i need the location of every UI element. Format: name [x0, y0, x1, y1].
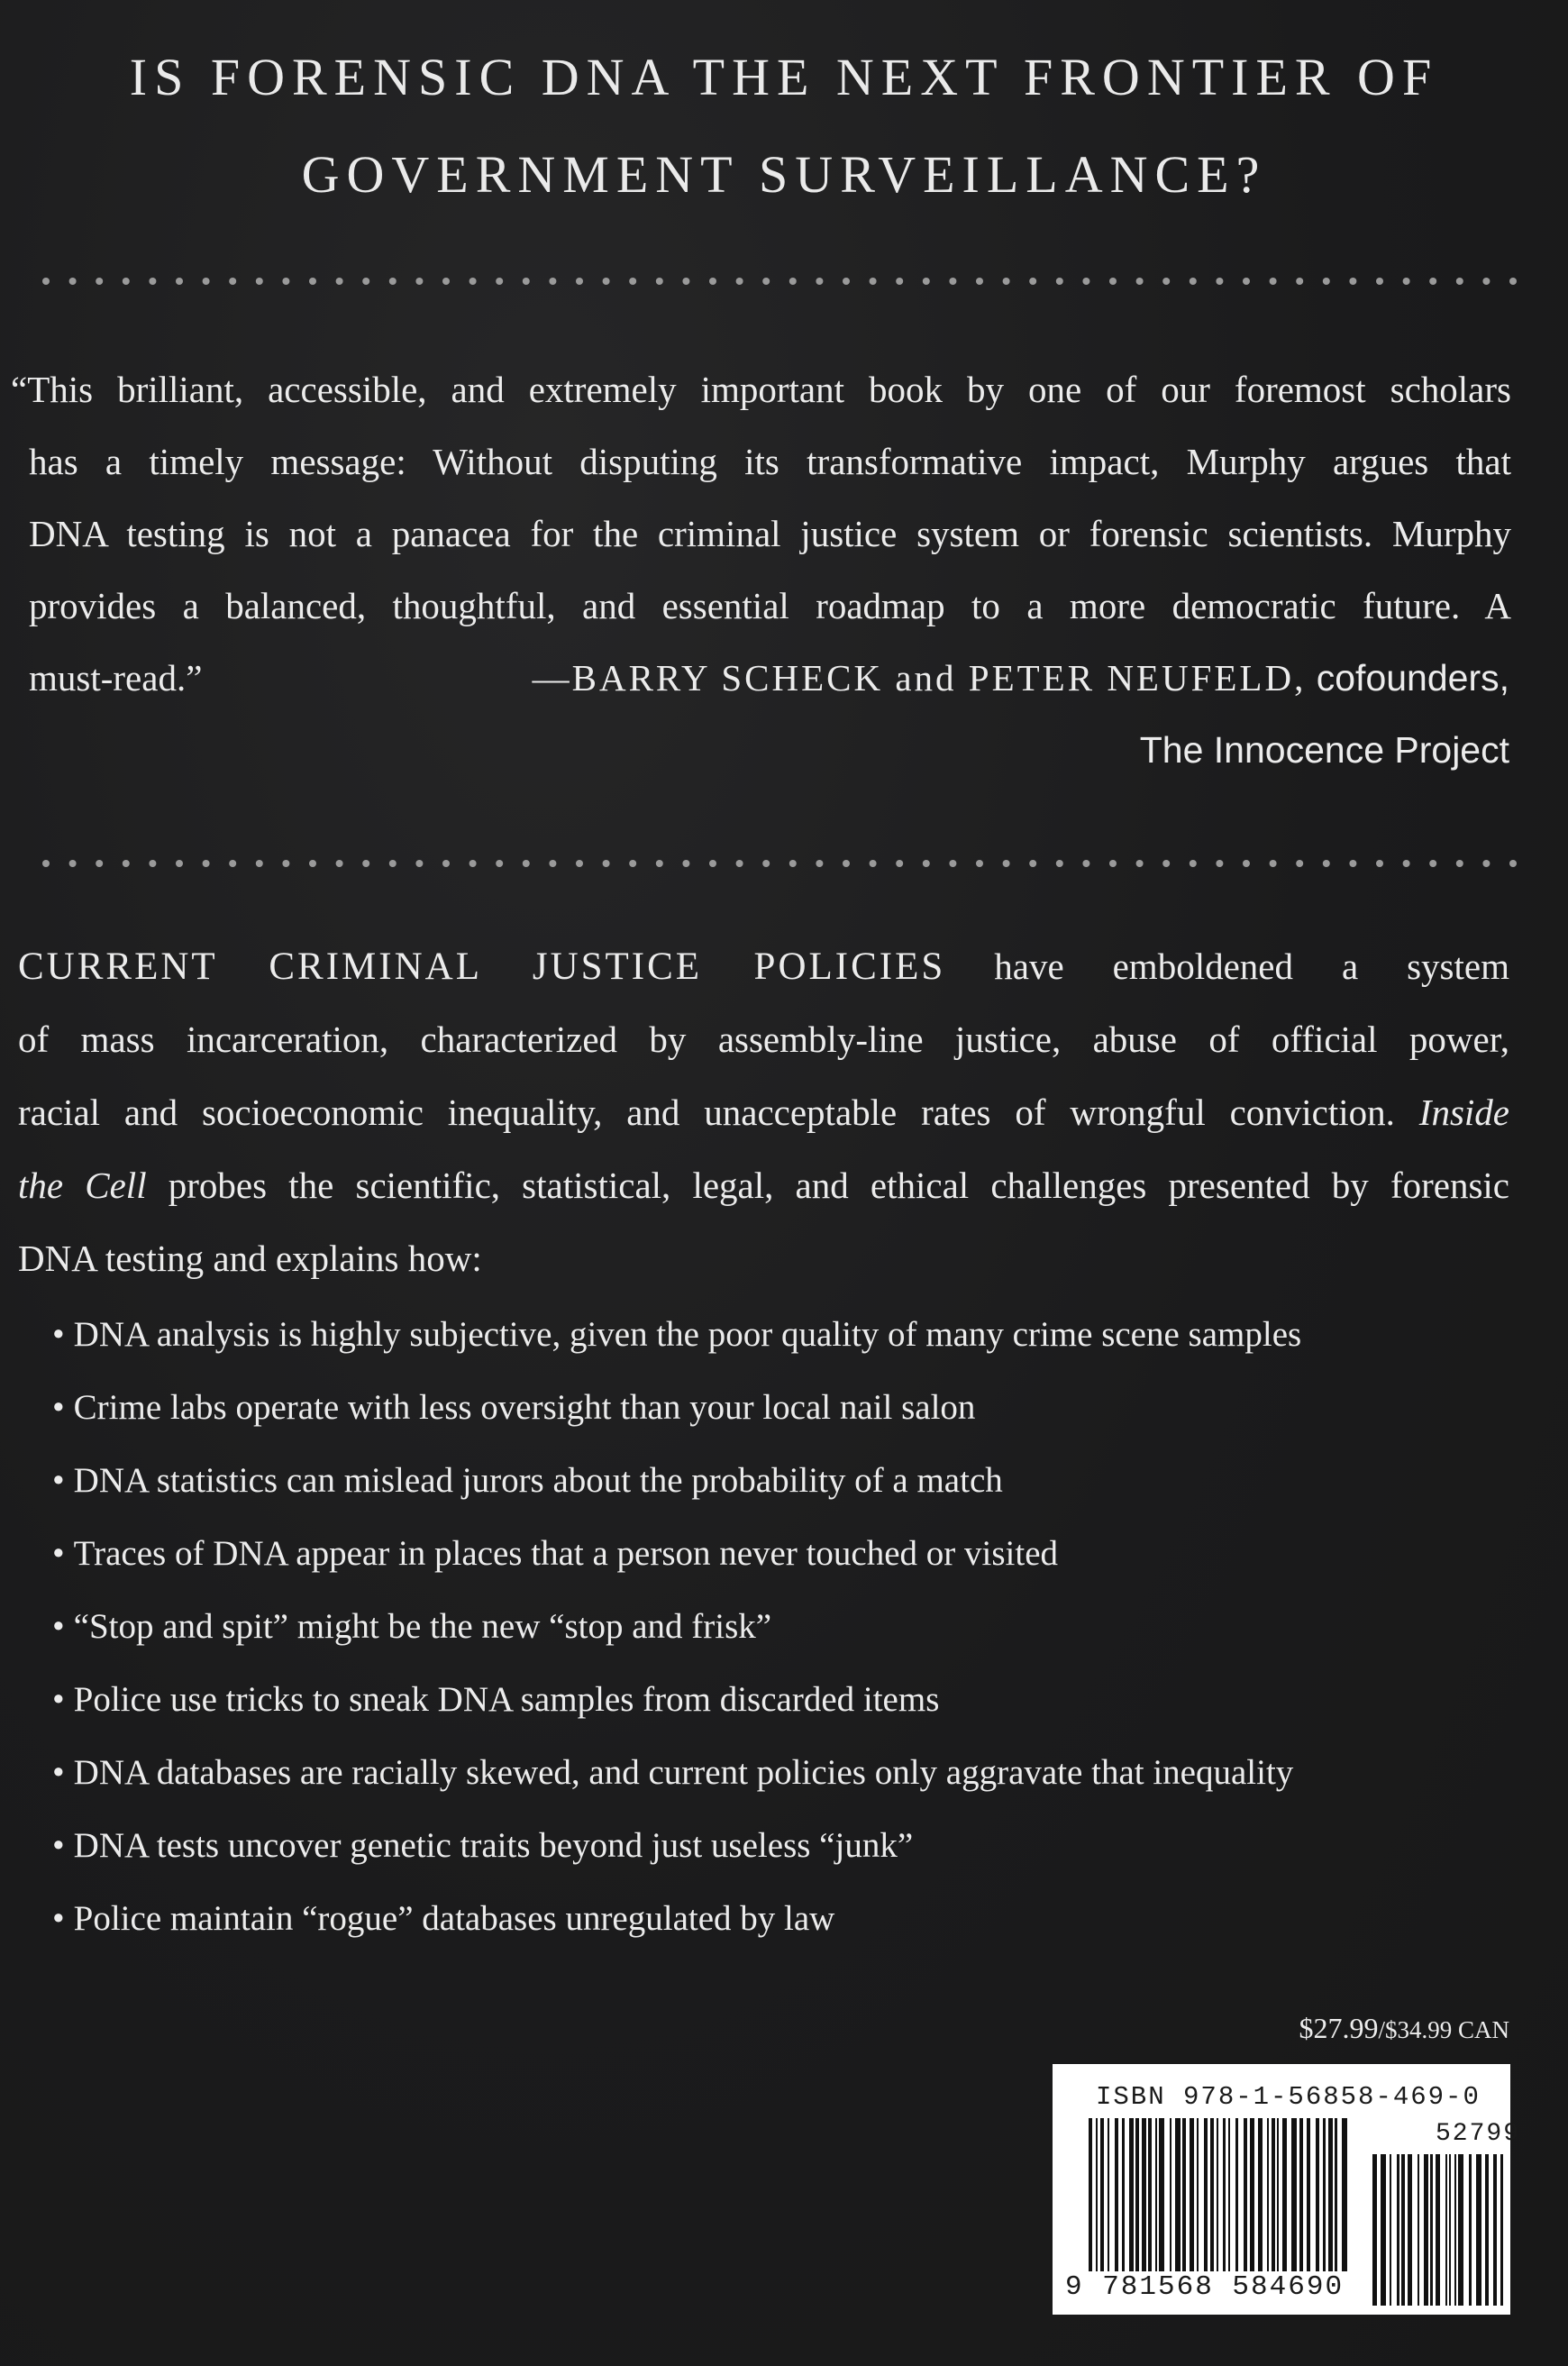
- bullet-item: • DNA databases are racially skewed, and current policies only aggravate that inequality: [52, 1753, 1294, 1792]
- divider-dot: [229, 278, 236, 285]
- divider-dot: [976, 860, 983, 867]
- divider-dot: [256, 278, 263, 285]
- headline-line-2: GOVERNMENT SURVEILLANCE?: [301, 145, 1267, 204]
- divider-dot: [1162, 860, 1170, 867]
- barcode-bar: [1390, 2154, 1391, 2306]
- barcode-bar: [1381, 2154, 1386, 2306]
- divider-dot: [336, 860, 343, 867]
- divider-dot: [1216, 860, 1223, 867]
- divider-dot: [309, 860, 316, 867]
- attribution-org: The Innocence Project: [1139, 729, 1509, 771]
- divider-dot: [1216, 278, 1223, 285]
- barcode-bar: [1372, 2154, 1377, 2306]
- attribution-names: —BARRY SCHECK and PETER NEUFELD,: [532, 657, 1307, 699]
- quote-attribution: [533, 642, 1509, 786]
- barcode-bar: [1424, 2154, 1428, 2306]
- barcode-bar: [1122, 2118, 1125, 2271]
- barcode-bar: [1142, 2118, 1146, 2271]
- divider-dot: [603, 278, 610, 285]
- description-line: CURRENT CRIMINAL JUSTICE POLICIES have emboldened a system: [18, 945, 1509, 988]
- barcode-bar: [1272, 2118, 1275, 2271]
- divider-dot: [469, 860, 477, 867]
- divider-dot: [69, 278, 77, 285]
- barcode-bar: [1397, 2154, 1399, 2306]
- divider-dot: [149, 860, 156, 867]
- description-line: of mass incarceration, characterized by assembly-line justice, abuse of official power,: [18, 1019, 1509, 1060]
- divider-dot: [576, 278, 583, 285]
- divider-dot: [496, 860, 503, 867]
- barcode-bar: [1408, 2154, 1412, 2306]
- divider-dot: [176, 278, 183, 285]
- divider-dot: [256, 860, 263, 867]
- barcode-bar: [1282, 2118, 1287, 2271]
- barcode-bar: [1476, 2154, 1481, 2306]
- barcode-bar: [1328, 2118, 1333, 2271]
- divider-dot: [1509, 278, 1517, 285]
- divider-dot: [42, 278, 50, 285]
- divider-dot: [762, 860, 770, 867]
- divider-dot: [682, 278, 689, 285]
- divider-dot: [415, 860, 423, 867]
- divider-dot: [736, 860, 743, 867]
- divider-dot: [469, 278, 477, 285]
- divider-dot: [96, 860, 103, 867]
- barcode-bar: [1217, 2118, 1218, 2271]
- divider-dot: [1376, 278, 1383, 285]
- bullet-item: • “Stop and spit” might be the new “stop and frisk”: [52, 1607, 772, 1646]
- barcode-bar: [1204, 2118, 1208, 2271]
- divider-dot: [870, 278, 877, 285]
- divider-dot: [1296, 278, 1303, 285]
- description-paragraph: [18, 930, 1509, 1295]
- divider-dot: [762, 278, 770, 285]
- barcode-bar: [1148, 2118, 1152, 2271]
- divider-dot: [1482, 860, 1490, 867]
- barcode-bar: [1258, 2118, 1263, 2271]
- divider-dot: [362, 278, 369, 285]
- barcode-bar: [1401, 2154, 1405, 2306]
- barcode-bar: [1307, 2118, 1310, 2271]
- barcode-price-code: 52799: [1436, 2120, 1521, 2148]
- ean-digits: 9 781568 584690: [1065, 2271, 1345, 2303]
- quote-line: provides a balanced, thoughtful, and essential roadmap to a more democratic future. A: [29, 585, 1511, 626]
- divider-dot: [229, 860, 236, 867]
- divider-dot: [629, 860, 636, 867]
- divider-dot: [1082, 278, 1089, 285]
- barcode-bar: [1210, 2118, 1214, 2271]
- divider-dot: [1482, 278, 1490, 285]
- description-line: DNA testing and explains how:: [18, 1238, 482, 1279]
- divider-dot: [389, 860, 397, 867]
- divider-dot: [576, 860, 583, 867]
- bullet-item: • Traces of DNA appear in places that a person never touched or visited: [52, 1534, 1059, 1573]
- divider-dot: [1003, 278, 1010, 285]
- divider-dot: [203, 860, 210, 867]
- divider-dot: [870, 860, 877, 867]
- divider-dot: [1429, 278, 1436, 285]
- divider-dot: [1136, 860, 1144, 867]
- divider-dot: [843, 278, 850, 285]
- divider-dot: [816, 860, 823, 867]
- divider-dot: [1056, 860, 1063, 867]
- barcode-bar: [1129, 2118, 1134, 2271]
- divider-dot: [923, 860, 930, 867]
- divider-dot: [1056, 278, 1063, 285]
- bullet-item: • Crime labs operate with less oversight than your local nail salon: [52, 1388, 976, 1427]
- divider-dot: [1003, 860, 1010, 867]
- barcode-bar: [1135, 2118, 1139, 2271]
- bullet-item: • DNA analysis is highly subjective, given the poor quality of many crime scene samples: [52, 1315, 1302, 1354]
- barcode-bar: [1485, 2154, 1489, 2306]
- divider-dot: [843, 860, 850, 867]
- barcode-bar: [1115, 2118, 1118, 2271]
- divider-dot: [282, 278, 289, 285]
- divider-dot: [549, 278, 556, 285]
- barcode-bar: [1469, 2154, 1472, 2306]
- divider-dot: [123, 278, 130, 285]
- barcode-bar: [1418, 2154, 1419, 2306]
- barcode-bar: [1244, 2118, 1247, 2271]
- divider-dot: [282, 860, 289, 867]
- barcode-bar: [1175, 2118, 1181, 2271]
- divider-dot: [789, 278, 797, 285]
- barcode-bar: [1089, 2118, 1092, 2271]
- divider-dot: [1456, 860, 1463, 867]
- divider-dot: [736, 278, 743, 285]
- bullet-list: [52, 1298, 1512, 1955]
- divider-dot: [1270, 860, 1277, 867]
- divider-dot: [1082, 860, 1089, 867]
- barcode-bar: [1454, 2154, 1456, 2306]
- barcode-bar: [1430, 2154, 1433, 2306]
- barcode-bar: [1159, 2118, 1164, 2271]
- divider-dot: [629, 278, 636, 285]
- barcode-bar: [1323, 2118, 1326, 2271]
- barcode-bar: [1458, 2154, 1463, 2306]
- divider-dot: [1403, 278, 1410, 285]
- isbn-text: ISBN 978-1-56858-469-0: [1096, 2082, 1481, 2112]
- divider-dot: [789, 860, 797, 867]
- divider-dot: [1190, 860, 1197, 867]
- description-line: the Cell probes the scientific, statistical, legal, and ethical challenges presented by forensic: [18, 1165, 1510, 1206]
- divider-dot: [69, 860, 77, 867]
- barcode-bar: [1493, 2154, 1497, 2306]
- barcode-bar: [1182, 2118, 1186, 2271]
- divider-dot: [1136, 278, 1144, 285]
- price-can: /$34.99 CAN: [1378, 2016, 1509, 2043]
- divider-dot: [1456, 278, 1463, 285]
- divider-dot: [656, 278, 663, 285]
- divider-dot: [389, 278, 397, 285]
- barcode-bar: [1342, 2118, 1347, 2271]
- barcode-bar: [1291, 2118, 1297, 2271]
- barcode-bar: [1267, 2118, 1269, 2271]
- divider-dot: [603, 860, 610, 867]
- divider-dot: [709, 278, 716, 285]
- divider-dot: [1509, 860, 1517, 867]
- dotted-divider-bottom: [41, 858, 1518, 869]
- description-line: racial and socioeconomic inequality, and unacceptable rates of wrongful conviction. Inside: [18, 1092, 1509, 1133]
- divider-dot: [1029, 278, 1036, 285]
- barcode-bar: [1223, 2118, 1226, 2271]
- barcode-bar: [1235, 2118, 1238, 2271]
- barcode-bar: [1228, 2118, 1230, 2271]
- barcode-bar: [1100, 2118, 1104, 2271]
- divider-dot: [816, 278, 823, 285]
- divider-dot: [656, 860, 663, 867]
- divider-dot: [1109, 278, 1117, 285]
- divider-dot: [1109, 860, 1117, 867]
- divider-dot: [442, 278, 450, 285]
- barcode-bar: [1436, 2154, 1440, 2306]
- divider-dot: [1429, 860, 1436, 867]
- barcode-bar: [1277, 2118, 1279, 2271]
- divider-dot: [1376, 860, 1383, 867]
- divider-dot: [1349, 278, 1356, 285]
- divider-dot: [415, 278, 423, 285]
- divider-dot: [923, 278, 930, 285]
- divider-dot: [1190, 278, 1197, 285]
- divider-dot: [1296, 860, 1303, 867]
- barcode-bar: [1108, 2118, 1109, 2271]
- divider-dot: [42, 860, 50, 867]
- quote-line: DNA testing is not a panacea for the criminal justice system or forensic scientists. Murphy: [29, 513, 1511, 554]
- divider-dot: [309, 278, 316, 285]
- divider-dot: [1162, 278, 1170, 285]
- description-lead: CURRENT CRIMINAL JUSTICE POLICIES: [18, 945, 946, 988]
- bullet-item: • DNA tests uncover genetic traits beyond just useless “junk”: [52, 1826, 914, 1865]
- divider-dot: [1029, 860, 1036, 867]
- divider-dot: [523, 860, 530, 867]
- divider-dot: [336, 278, 343, 285]
- divider-dot: [896, 860, 903, 867]
- bullet-item: • Police use tricks to sneak DNA samples from discarded items: [52, 1680, 940, 1719]
- divider-dot: [949, 860, 956, 867]
- barcode-bar: [1250, 2118, 1254, 2271]
- divider-dot: [149, 278, 156, 285]
- headline-line-1: IS FORENSIC DNA THE NEXT FRONTIER OF: [129, 48, 1439, 106]
- barcode-bar: [1197, 2118, 1199, 2271]
- divider-dot: [1243, 278, 1250, 285]
- barcode-bar: [1170, 2118, 1171, 2271]
- dotted-divider-top: [41, 276, 1518, 287]
- barcode-bar: [1500, 2154, 1503, 2306]
- price-label: [1299, 2012, 1509, 2045]
- quote-line: has a timely message: Without disputing its transformative impact, Murphy argues that: [29, 441, 1511, 482]
- divider-dot: [96, 278, 103, 285]
- divider-dot: [123, 860, 130, 867]
- divider-dot: [496, 278, 503, 285]
- divider-dot: [1323, 278, 1330, 285]
- divider-dot: [709, 860, 716, 867]
- bullet-item: • DNA statistics can mislead jurors about the probability of a match: [52, 1461, 1003, 1500]
- book-title-italic: Inside: [1418, 1092, 1509, 1133]
- divider-dot: [362, 860, 369, 867]
- divider-dot: [1243, 860, 1250, 867]
- divider-dot: [176, 860, 183, 867]
- divider-dot: [976, 278, 983, 285]
- quote-line: “This brilliant, accessible, and extremely important book by one of our foremost scholars: [11, 369, 1511, 410]
- divider-dot: [1349, 860, 1356, 867]
- divider-dot: [203, 278, 210, 285]
- divider-dot: [682, 860, 689, 867]
- divider-dot: [1323, 860, 1330, 867]
- barcode-panel: [1053, 2064, 1521, 2315]
- quote-last-line: must-read.”: [29, 657, 203, 699]
- barcode-bar: [1316, 2118, 1319, 2271]
- barcode-bar: [1190, 2118, 1194, 2271]
- divider-dot: [1270, 278, 1277, 285]
- divider-dot: [1403, 860, 1410, 867]
- price-us: $27.99: [1299, 2012, 1379, 2044]
- barcode-bar: [1299, 2118, 1303, 2271]
- barcode-bar: [1096, 2118, 1098, 2271]
- barcode-bar: [1335, 2118, 1337, 2271]
- barcode-bar: [1449, 2154, 1451, 2306]
- divider-dot: [442, 860, 450, 867]
- barcode-bar: [1155, 2118, 1157, 2271]
- divider-dot: [523, 278, 530, 285]
- divider-dot: [896, 278, 903, 285]
- divider-dot: [549, 860, 556, 867]
- bullet-item: • Police maintain “rogue” databases unregulated by law: [52, 1899, 835, 1938]
- divider-dot: [949, 278, 956, 285]
- attribution-role: cofounders,: [1316, 657, 1509, 699]
- book-title-italic: the Cell: [18, 1165, 147, 1206]
- barcode-bar: [1445, 2154, 1447, 2306]
